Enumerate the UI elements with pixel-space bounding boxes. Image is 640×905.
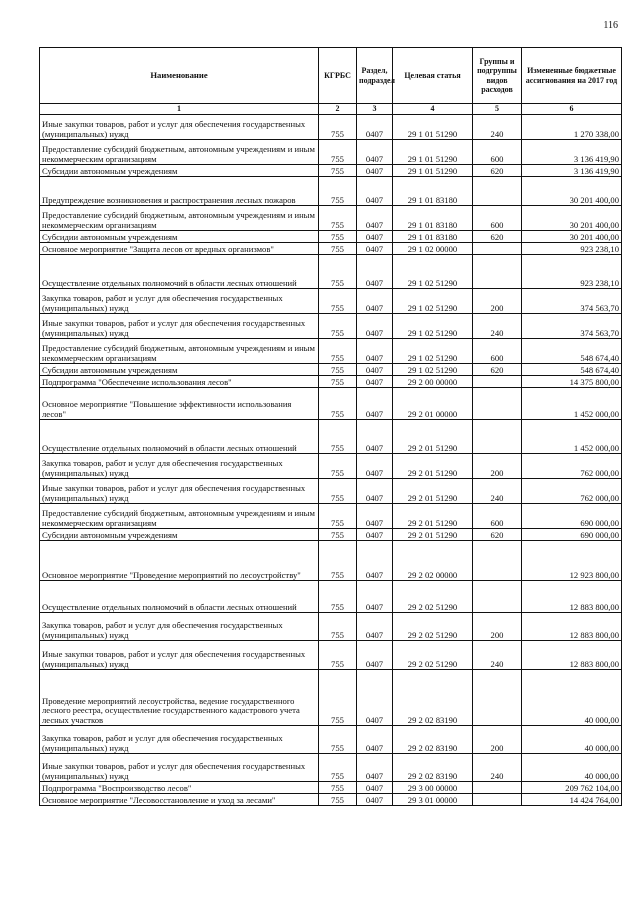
row-target: 29 2 01 51290: [393, 454, 473, 479]
row-name: Проведение мероприятий лесоустройства, ведение государственного лесного реестра, осуществление государственного кадастрового учета лесных участков: [40, 670, 319, 726]
row-group: 200: [473, 289, 522, 314]
row-name: Иные закупки товаров, работ и услуг для обеспечения государственных (муниципальных) нужд: [40, 314, 319, 339]
row-target: 29 2 02 51290: [393, 581, 473, 613]
row-amount: 1 452 000,00: [522, 388, 622, 420]
row-kgrbs: 755: [319, 177, 357, 206]
table-row: [40, 726, 622, 754]
row-section: 0407: [357, 165, 393, 177]
row-kgrbs: 755: [319, 420, 357, 454]
row-group: 620: [473, 165, 522, 177]
row-name: Предупреждение возникновения и распространения лесных пожаров: [40, 177, 319, 206]
row-kgrbs: 755: [319, 726, 357, 754]
row-section: 0407: [357, 231, 393, 243]
row-section: 0407: [357, 479, 393, 504]
row-section: 0407: [357, 115, 393, 140]
row-group: [473, 255, 522, 289]
row-kgrbs: 755: [319, 364, 357, 376]
row-group: [473, 581, 522, 613]
row-name: Подпрограмма "Воспроизводство лесов": [40, 782, 319, 794]
row-name: Иные закупки товаров, работ и услуг для обеспечения государственных (муниципальных) нужд: [40, 754, 319, 782]
row-name: Закупка товаров, работ и услуг для обеспечения государственных (муниципальных) нужд: [40, 726, 319, 754]
row-kgrbs: 755: [319, 479, 357, 504]
row-name: Основное мероприятие "Защита лесов от вредных организмов": [40, 243, 319, 255]
header-amount: Измененные бюджетные ассигнования на 2017 год: [522, 48, 622, 104]
row-section: 0407: [357, 726, 393, 754]
column-number: 2: [319, 104, 357, 115]
row-section: 0407: [357, 581, 393, 613]
row-group: 200: [473, 454, 522, 479]
row-name: Основное мероприятие "Повышение эффективности использования лесов": [40, 388, 319, 420]
row-group: [473, 782, 522, 794]
row-amount: 209 762 104,00: [522, 782, 622, 794]
row-name: Осуществление отдельных полномочий в области лесных отношений: [40, 581, 319, 613]
row-name: Субсидии автономным учреждениям: [40, 165, 319, 177]
row-group: 240: [473, 754, 522, 782]
row-target: 29 2 02 83190: [393, 726, 473, 754]
row-name: Закупка товаров, работ и услуг для обеспечения государственных (муниципальных) нужд: [40, 289, 319, 314]
row-kgrbs: 755: [319, 140, 357, 165]
table-row: [40, 314, 622, 339]
header-kgrbs: КГРБС: [319, 48, 357, 104]
row-amount: 548 674,40: [522, 339, 622, 364]
row-amount: 40 000,00: [522, 670, 622, 726]
row-amount: 40 000,00: [522, 754, 622, 782]
row-name: Предоставление субсидий бюджетным, автономным учреждениям и иным некоммерческим организациям: [40, 140, 319, 165]
table-row: [40, 364, 622, 376]
header-groups: Группы и подгруппы видов расходов: [473, 48, 522, 104]
row-kgrbs: 755: [319, 581, 357, 613]
row-section: 0407: [357, 529, 393, 541]
row-kgrbs: 755: [319, 243, 357, 255]
column-number: 5: [473, 104, 522, 115]
row-amount: 12 883 800,00: [522, 613, 622, 641]
row-group: 600: [473, 206, 522, 231]
row-target: 29 1 02 51290: [393, 364, 473, 376]
row-kgrbs: 755: [319, 206, 357, 231]
table-row: [40, 479, 622, 504]
row-kgrbs: 755: [319, 541, 357, 581]
row-amount: 14 375 800,00: [522, 376, 622, 388]
row-group: 240: [473, 115, 522, 140]
row-name: Осуществление отдельных полномочий в области лесных отношений: [40, 420, 319, 454]
row-target: 29 2 02 00000: [393, 541, 473, 581]
row-amount: 12 883 800,00: [522, 641, 622, 670]
row-name: Иные закупки товаров, работ и услуг для обеспечения государственных (муниципальных) нужд: [40, 115, 319, 140]
row-group: [473, 376, 522, 388]
row-name: Субсидии автономным учреждениям: [40, 364, 319, 376]
row-name: Субсидии автономным учреждениям: [40, 231, 319, 243]
row-name: Основное мероприятие "Лесовосстановление и уход за лесами": [40, 794, 319, 806]
row-group: 600: [473, 504, 522, 529]
row-group: [473, 388, 522, 420]
row-target: 29 2 01 51290: [393, 479, 473, 504]
row-amount: 923 238,10: [522, 255, 622, 289]
table-row: [40, 581, 622, 613]
row-kgrbs: 755: [319, 529, 357, 541]
table-row: [40, 177, 622, 206]
row-name: Основное мероприятие "Проведение мероприятий по лесоустройству": [40, 541, 319, 581]
row-target: 29 1 01 51290: [393, 165, 473, 177]
row-name: Предоставление субсидий бюджетным, автономным учреждениям и иным некоммерческим организациям: [40, 339, 319, 364]
row-section: 0407: [357, 782, 393, 794]
row-name: Иные закупки товаров, работ и услуг для обеспечения государственных (муниципальных) нужд: [40, 479, 319, 504]
table-row: [40, 782, 622, 794]
row-amount: 30 201 400,00: [522, 206, 622, 231]
row-target: 29 1 02 51290: [393, 289, 473, 314]
row-section: 0407: [357, 177, 393, 206]
row-amount: 690 000,00: [522, 504, 622, 529]
row-target: 29 2 00 00000: [393, 376, 473, 388]
row-group: 200: [473, 613, 522, 641]
row-section: 0407: [357, 794, 393, 806]
row-amount: 30 201 400,00: [522, 231, 622, 243]
row-target: 29 2 01 51290: [393, 504, 473, 529]
row-group: 240: [473, 314, 522, 339]
row-amount: 690 000,00: [522, 529, 622, 541]
row-target: 29 1 01 51290: [393, 115, 473, 140]
row-group: 240: [473, 479, 522, 504]
row-name: Подпрограмма "Обеспечение использования лесов": [40, 376, 319, 388]
row-kgrbs: 755: [319, 613, 357, 641]
row-target: 29 1 01 83180: [393, 206, 473, 231]
row-name: Закупка товаров, работ и услуг для обеспечения государственных (муниципальных) нужд: [40, 613, 319, 641]
table-row: [40, 529, 622, 541]
row-kgrbs: 755: [319, 339, 357, 364]
row-amount: 1 270 338,00: [522, 115, 622, 140]
table-row: [40, 206, 622, 231]
row-section: 0407: [357, 289, 393, 314]
table-row: [40, 670, 622, 726]
table-row: [40, 255, 622, 289]
row-section: 0407: [357, 641, 393, 670]
row-amount: 548 674,40: [522, 364, 622, 376]
row-target: 29 2 01 51290: [393, 420, 473, 454]
row-group: [473, 794, 522, 806]
row-group: 620: [473, 231, 522, 243]
row-target: 29 2 01 51290: [393, 529, 473, 541]
row-kgrbs: 755: [319, 670, 357, 726]
row-group: 240: [473, 641, 522, 670]
row-amount: 12 923 800,00: [522, 541, 622, 581]
row-amount: 30 201 400,00: [522, 177, 622, 206]
row-kgrbs: 755: [319, 794, 357, 806]
header-section: Раздел, подраздел: [357, 48, 393, 104]
header-target: Целевая статья: [393, 48, 473, 104]
row-amount: 3 136 419,90: [522, 140, 622, 165]
row-name: Осуществление отдельных полномочий в области лесных отношений: [40, 255, 319, 289]
row-section: 0407: [357, 504, 393, 529]
row-group: 600: [473, 140, 522, 165]
row-target: 29 1 02 51290: [393, 314, 473, 339]
table-row: [40, 388, 622, 420]
table-row: [40, 231, 622, 243]
row-target: 29 1 01 83180: [393, 231, 473, 243]
table-row: [40, 754, 622, 782]
row-amount: 40 000,00: [522, 726, 622, 754]
table-row: [40, 339, 622, 364]
row-kgrbs: 755: [319, 782, 357, 794]
row-section: 0407: [357, 314, 393, 339]
row-section: 0407: [357, 388, 393, 420]
row-amount: 762 000,00: [522, 479, 622, 504]
table-row: [40, 165, 622, 177]
table-row: [40, 420, 622, 454]
column-number-row: [40, 104, 622, 115]
row-amount: 3 136 419,90: [522, 165, 622, 177]
row-group: [473, 420, 522, 454]
row-target: 29 2 02 51290: [393, 613, 473, 641]
row-kgrbs: 755: [319, 115, 357, 140]
row-amount: 1 452 000,00: [522, 420, 622, 454]
row-name: Закупка товаров, работ и услуг для обеспечения государственных (муниципальных) нужд: [40, 454, 319, 479]
row-kgrbs: 755: [319, 454, 357, 479]
budget-table: [39, 47, 622, 806]
row-section: 0407: [357, 339, 393, 364]
row-name: Предоставление субсидий бюджетным, автономным учреждениям и иным некоммерческим организациям: [40, 504, 319, 529]
row-section: 0407: [357, 420, 393, 454]
row-section: 0407: [357, 140, 393, 165]
row-amount: 923 238,10: [522, 243, 622, 255]
row-section: 0407: [357, 454, 393, 479]
row-kgrbs: 755: [319, 231, 357, 243]
table-row: [40, 243, 622, 255]
row-kgrbs: 755: [319, 641, 357, 670]
row-kgrbs: 755: [319, 289, 357, 314]
row-target: 29 1 01 83180: [393, 177, 473, 206]
table-header-row: [40, 48, 622, 104]
column-number: 4: [393, 104, 473, 115]
column-number: 6: [522, 104, 622, 115]
column-number: 3: [357, 104, 393, 115]
row-kgrbs: 755: [319, 255, 357, 289]
table-row: [40, 613, 622, 641]
row-amount: 12 883 800,00: [522, 581, 622, 613]
row-section: 0407: [357, 206, 393, 231]
row-kgrbs: 755: [319, 165, 357, 177]
row-group: [473, 243, 522, 255]
row-group: 200: [473, 726, 522, 754]
row-target: 29 2 02 83190: [393, 754, 473, 782]
row-group: [473, 177, 522, 206]
row-section: 0407: [357, 243, 393, 255]
row-name: Предоставление субсидий бюджетным, автономным учреждениям и иным некоммерческим организациям: [40, 206, 319, 231]
row-target: 29 2 01 00000: [393, 388, 473, 420]
row-name: Субсидии автономным учреждениям: [40, 529, 319, 541]
table-row: [40, 376, 622, 388]
row-section: 0407: [357, 670, 393, 726]
table-row: [40, 504, 622, 529]
row-kgrbs: 755: [319, 754, 357, 782]
row-target: 29 1 02 51290: [393, 339, 473, 364]
row-name: Иные закупки товаров, работ и услуг для обеспечения государственных (муниципальных) нужд: [40, 641, 319, 670]
table-row: [40, 115, 622, 140]
row-kgrbs: 755: [319, 504, 357, 529]
row-kgrbs: 755: [319, 376, 357, 388]
row-amount: 374 563,70: [522, 289, 622, 314]
row-section: 0407: [357, 754, 393, 782]
table-row: [40, 641, 622, 670]
row-target: 29 2 02 51290: [393, 641, 473, 670]
row-target: 29 3 01 00000: [393, 794, 473, 806]
row-amount: 374 563,70: [522, 314, 622, 339]
page-number: 116: [603, 20, 618, 31]
row-group: [473, 670, 522, 726]
table-row: [40, 794, 622, 806]
row-target: 29 3 00 00000: [393, 782, 473, 794]
table-row: [40, 289, 622, 314]
row-group: [473, 541, 522, 581]
row-kgrbs: 755: [319, 314, 357, 339]
row-group: 620: [473, 529, 522, 541]
row-kgrbs: 755: [319, 388, 357, 420]
table-row: [40, 541, 622, 581]
row-section: 0407: [357, 255, 393, 289]
table-row: [40, 140, 622, 165]
row-amount: 14 424 764,00: [522, 794, 622, 806]
row-amount: 762 000,00: [522, 454, 622, 479]
row-target: 29 1 02 51290: [393, 255, 473, 289]
row-section: 0407: [357, 541, 393, 581]
table-row: [40, 454, 622, 479]
row-target: 29 1 01 51290: [393, 140, 473, 165]
column-number: 1: [40, 104, 319, 115]
header-name: Наименование: [40, 48, 319, 104]
row-section: 0407: [357, 613, 393, 641]
row-target: 29 2 02 83190: [393, 670, 473, 726]
row-section: 0407: [357, 376, 393, 388]
row-target: 29 1 02 00000: [393, 243, 473, 255]
row-group: 620: [473, 364, 522, 376]
row-section: 0407: [357, 364, 393, 376]
row-group: 600: [473, 339, 522, 364]
